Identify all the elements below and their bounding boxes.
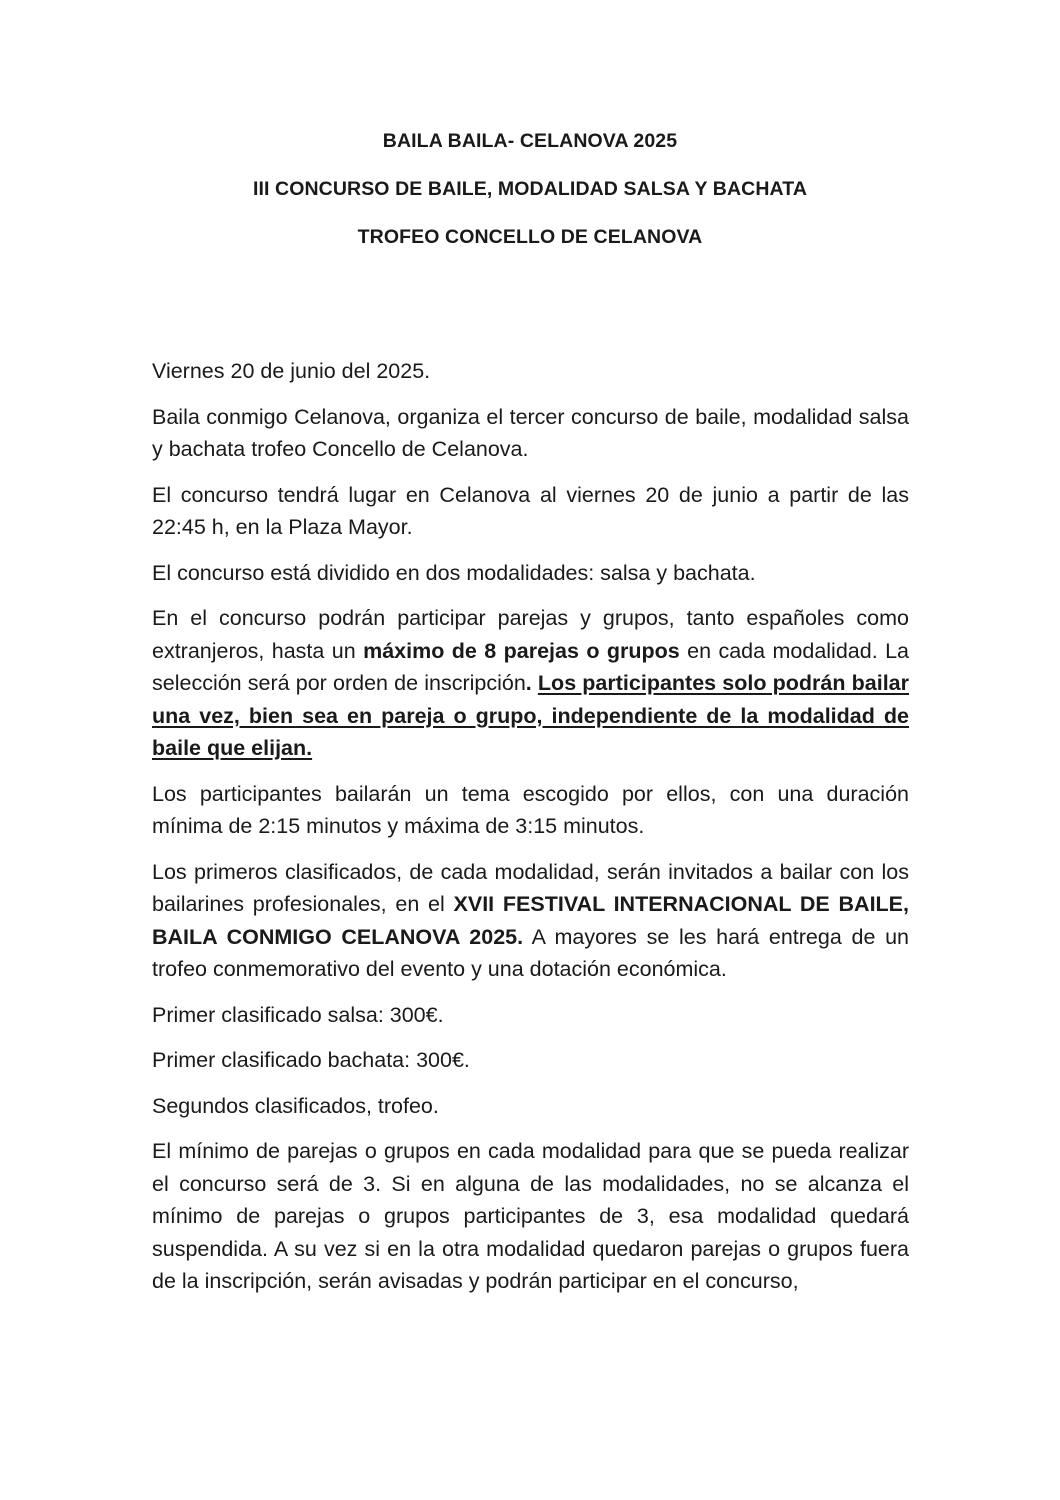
participation-text-1: En el concurso podrán participar parejas y grupos, tanto españoles como extranjeros, hasta un (152, 606, 909, 663)
prizes-text-2: A mayores se les hará entrega de un trofeo conmemorativo del evento y una dotación económica. (152, 924, 910, 981)
venue-paragraph: El concurso tendrá lugar en Celanova al viernes 20 de junio a partir de las 22:45 h, en la Plaza Mayor. (152, 482, 909, 539)
max-participants-emphasis: máximo de 8 parejas o grupos (363, 638, 680, 663)
categories-paragraph: El concurso está dividido en dos modalidades: salsa y bachata. (152, 560, 756, 585)
prize-second: Segundos clasificados, trofeo. (152, 1093, 439, 1118)
organizer-paragraph: Baila conmigo Celanova, organiza el tercer concurso de baile, modalidad salsa y bachata trofeo Concello de Celanova. (152, 404, 909, 461)
date-paragraph: Viernes 20 de junio del 2025. (152, 359, 431, 383)
prize-salsa: Primer clasificado salsa: 300€. (152, 1002, 444, 1027)
prizes-text-1: Los primeros clasificados, de cada modalidad, serán invitados a bailar con los bailarines profesionales, en el (152, 859, 909, 916)
participation-period: . (525, 671, 538, 695)
contest-subtitle: III CONCURSO DE BAILE, MODALIDAD SALSA Y BACHATA (252, 178, 808, 200)
trophy-subtitle: TROFEO CONCELLO DE CELANOVA (357, 226, 703, 248)
minimum-paragraph: El mínimo de parejas o grupos en cada modalidad para que se pueda realizar el concurso será de 3. Si en alguna de las modalidades, no se alcanza el mínimo de parejas o grupos participantes de 3, esa modalidad quedará suspendida. A su vez si en la otra modalidad quedaron parejas o grupos fuera de la inscripción, serán avisadas y podrán participar en el concurso, (152, 1139, 909, 1293)
document-title: BAILA BAILA- CELANOVA 2025 (382, 130, 678, 152)
participation-paragraph (152, 602, 909, 765)
festival-name-emphasis: XVII FESTIVAL INTERNACIONAL DE BAILE, BAILA CONMIGO CELANOVA 2025. (152, 892, 909, 949)
prizes-paragraph (152, 856, 909, 986)
prize-bachata: Primer clasificado bachata: 300€. (152, 1048, 470, 1072)
participation-text-2: en cada modalidad. La selección será por orden de inscripción (152, 638, 910, 695)
document-body (152, 355, 909, 1311)
single-dance-rule: Los participantes solo podrán bailar una vez, bien sea en pareja o grupo, independiente de la modalidad de baile que elijan. (152, 671, 909, 760)
duration-paragraph: Los participantes bailarán un tema escogido por ellos, con una duración mínima de 2:15 minutos y máxima de 3:15 minutos. (152, 781, 909, 838)
